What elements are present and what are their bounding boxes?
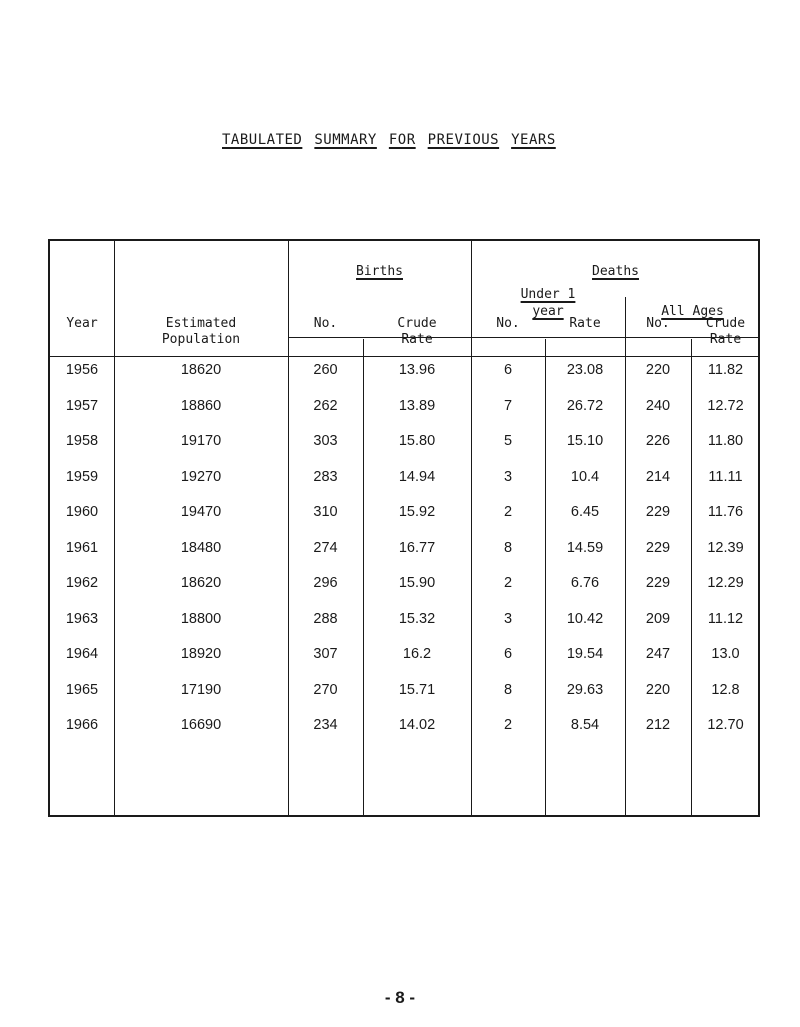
cell-all-rate: 11.82 bbox=[707, 362, 744, 378]
table-row bbox=[50, 642, 762, 666]
cell-all-rate: 11.80 bbox=[707, 433, 744, 449]
title-word: TABULATED bbox=[222, 132, 303, 148]
deaths-header: Deaths bbox=[592, 264, 639, 279]
cell-all-no: 229 bbox=[645, 504, 671, 520]
all-rate-header-line1: Crude bbox=[705, 316, 746, 331]
cell-u1-rate: 10.4 bbox=[570, 468, 600, 485]
under1-header-line1: Under 1 bbox=[520, 287, 576, 302]
table-row bbox=[50, 536, 762, 560]
cell-population: 18620 bbox=[180, 575, 222, 591]
cell-year: 1959 bbox=[65, 468, 99, 485]
cell-u1-no: 7 bbox=[503, 397, 513, 414]
cell-population: 19170 bbox=[180, 433, 222, 449]
cell-births-rate: 14.94 bbox=[398, 468, 436, 485]
cell-births-no: 296 bbox=[313, 575, 338, 591]
cell-births-no: 307 bbox=[313, 646, 338, 662]
cell-u1-rate: 26.72 bbox=[566, 397, 604, 414]
year-header: Year bbox=[66, 316, 98, 331]
cell-all-no: 220 bbox=[645, 362, 671, 378]
cell-population: 17190 bbox=[180, 681, 222, 698]
u1-rate-header: Rate bbox=[569, 316, 601, 331]
cell-births-no: 274 bbox=[313, 539, 338, 556]
cell-all-no: 220 bbox=[645, 681, 671, 698]
cell-births-no: 283 bbox=[313, 468, 338, 485]
cell-population: 16690 bbox=[180, 717, 222, 733]
cell-all-rate: 13.0 bbox=[711, 646, 740, 662]
table-row bbox=[50, 500, 762, 524]
population-header-line2: Population bbox=[161, 332, 241, 347]
cell-u1-no: 8 bbox=[503, 681, 513, 698]
cell-population: 19270 bbox=[180, 468, 222, 485]
cell-births-rate: 14.02 bbox=[398, 717, 436, 733]
cell-all-no: 214 bbox=[645, 468, 671, 485]
cell-u1-rate: 14.59 bbox=[566, 539, 604, 556]
cell-u1-no: 2 bbox=[503, 504, 513, 520]
table-row bbox=[50, 394, 762, 418]
cell-all-no: 229 bbox=[645, 575, 671, 591]
title-word: SUMMARY bbox=[314, 132, 377, 148]
cell-u1-rate: 19.54 bbox=[566, 646, 604, 662]
cell-births-no: 310 bbox=[313, 504, 338, 520]
cell-year: 1962 bbox=[65, 575, 99, 591]
cell-u1-no: 6 bbox=[503, 362, 513, 378]
births-rate-header-line1: Crude bbox=[397, 316, 437, 331]
cell-year: 1965 bbox=[65, 681, 99, 698]
cell-population: 18620 bbox=[180, 362, 222, 378]
cell-year: 1966 bbox=[65, 717, 99, 733]
table-row bbox=[50, 429, 762, 453]
table-row bbox=[50, 607, 762, 631]
cell-births-rate: 15.32 bbox=[398, 610, 436, 627]
under1-header-line2: year bbox=[532, 304, 564, 319]
cell-u1-rate: 8.54 bbox=[570, 717, 600, 733]
all-ages-header: All Ages bbox=[661, 304, 724, 319]
cell-births-rate: 15.71 bbox=[398, 681, 436, 698]
cell-births-no: 303 bbox=[313, 433, 338, 449]
cell-all-no: 247 bbox=[645, 646, 671, 662]
cell-births-rate: 13.89 bbox=[398, 397, 436, 414]
table-row bbox=[50, 465, 762, 489]
cell-u1-no: 2 bbox=[503, 575, 513, 591]
cell-all-no: 229 bbox=[645, 539, 671, 556]
births-rate-header-line2: Rate bbox=[401, 332, 433, 347]
title-word: YEARS bbox=[511, 132, 556, 148]
title-word: PREVIOUS bbox=[427, 132, 500, 148]
u1-no-header: No. bbox=[496, 316, 520, 331]
births-no-header: No. bbox=[313, 316, 338, 331]
cell-u1-no: 3 bbox=[503, 610, 513, 627]
cell-births-no: 262 bbox=[313, 397, 338, 414]
cell-u1-rate: 10.42 bbox=[566, 610, 604, 627]
cell-population: 18480 bbox=[180, 539, 222, 556]
cell-population: 19470 bbox=[180, 504, 222, 520]
cell-u1-rate: 29.63 bbox=[566, 681, 604, 698]
cell-all-no: 240 bbox=[645, 397, 671, 414]
cell-year: 1961 bbox=[65, 539, 99, 556]
cell-year: 1964 bbox=[65, 646, 99, 662]
summary-table bbox=[48, 239, 760, 817]
cell-u1-no: 6 bbox=[503, 646, 513, 662]
cell-births-rate: 16.2 bbox=[402, 646, 432, 662]
cell-population: 18920 bbox=[180, 646, 222, 662]
cell-births-rate: 13.96 bbox=[398, 362, 436, 378]
cell-year: 1957 bbox=[65, 397, 99, 414]
all-rate-header-line2: Rate bbox=[709, 332, 742, 347]
cell-all-rate: 12.29 bbox=[707, 575, 744, 591]
cell-all-rate: 12.8 bbox=[711, 681, 740, 698]
cell-all-no: 209 bbox=[645, 610, 671, 627]
cell-births-no: 270 bbox=[313, 681, 338, 698]
cell-population: 18800 bbox=[180, 610, 222, 627]
cell-population: 18860 bbox=[180, 397, 222, 414]
table-row bbox=[50, 358, 762, 382]
cell-births-no: 288 bbox=[313, 610, 338, 627]
cell-u1-rate: 23.08 bbox=[566, 362, 604, 378]
cell-all-rate: 11.12 bbox=[707, 610, 744, 627]
cell-u1-rate: 15.10 bbox=[566, 433, 604, 449]
cell-all-no: 226 bbox=[645, 433, 671, 449]
header-divider bbox=[288, 337, 760, 338]
cell-all-no: 212 bbox=[645, 717, 671, 733]
cell-year: 1963 bbox=[65, 610, 99, 627]
cell-u1-no: 5 bbox=[503, 433, 513, 449]
cell-births-no: 260 bbox=[313, 362, 338, 378]
cell-u1-no: 2 bbox=[503, 717, 513, 733]
cell-births-rate: 15.92 bbox=[398, 504, 436, 520]
cell-u1-no: 8 bbox=[503, 539, 513, 556]
header-divider bbox=[50, 356, 760, 357]
cell-year: 1958 bbox=[65, 433, 99, 449]
cell-u1-rate: 6.76 bbox=[570, 575, 600, 591]
all-no-header: No. bbox=[646, 316, 670, 331]
page-number: - 8 - bbox=[384, 988, 416, 1007]
table-row bbox=[50, 571, 762, 595]
cell-births-rate: 15.90 bbox=[398, 575, 436, 591]
title-word: FOR bbox=[388, 132, 416, 148]
cell-all-rate: 12.39 bbox=[707, 539, 744, 556]
cell-births-rate: 16.77 bbox=[398, 539, 436, 556]
cell-all-rate: 12.70 bbox=[707, 717, 744, 733]
births-header: Births bbox=[356, 264, 403, 279]
cell-births-rate: 15.80 bbox=[398, 433, 436, 449]
cell-all-rate: 11.11 bbox=[708, 468, 743, 485]
cell-year: 1960 bbox=[65, 504, 99, 520]
cell-u1-no: 3 bbox=[503, 468, 513, 485]
cell-all-rate: 11.76 bbox=[707, 504, 744, 520]
cell-births-no: 234 bbox=[313, 717, 338, 733]
cell-year: 1956 bbox=[65, 362, 99, 378]
table-row bbox=[50, 713, 762, 737]
table-row bbox=[50, 678, 762, 702]
cell-u1-rate: 6.45 bbox=[570, 504, 600, 520]
page-title bbox=[222, 132, 568, 148]
cell-all-rate: 12.72 bbox=[707, 397, 744, 414]
population-header-line1: Estimated bbox=[165, 316, 237, 331]
